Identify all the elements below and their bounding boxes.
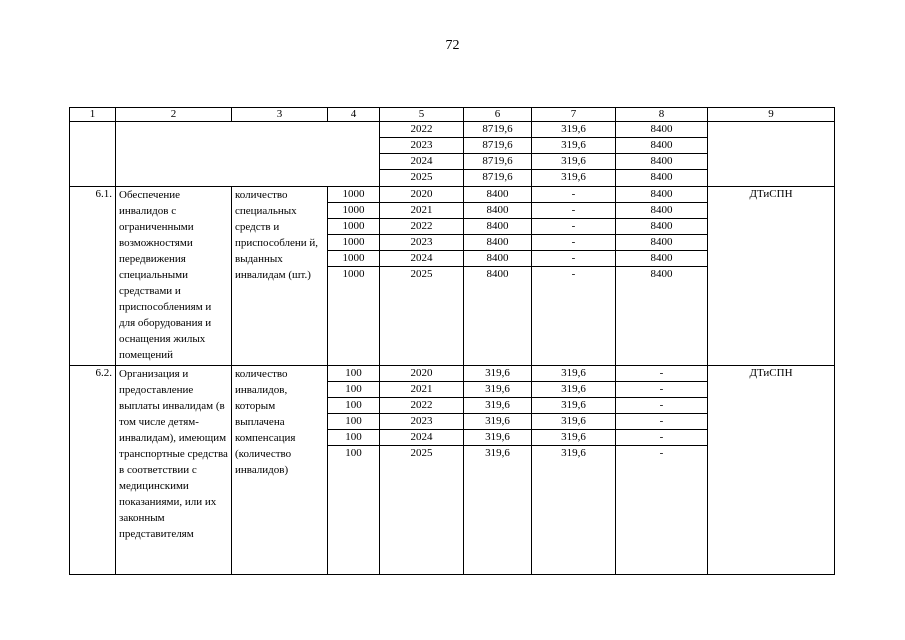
header-row xyxy=(70,108,835,122)
header-cell: 2 xyxy=(116,108,232,122)
value: 8400 xyxy=(464,187,531,203)
measure-text: Организация и предоставление выплаты инвалидам (в том числе детям-инвалидам), имеющим транспортные средства в соответствии с медицинскими показаниями, или их законным представителям xyxy=(116,366,232,575)
value: 8400 xyxy=(616,122,707,138)
header-cell: 4 xyxy=(328,108,380,122)
table-row xyxy=(70,187,835,366)
value: 319,6 xyxy=(464,366,531,382)
col8-cell xyxy=(616,122,708,187)
empty-cell xyxy=(116,122,380,187)
header-cell: 6 xyxy=(464,108,532,122)
value: 100 xyxy=(328,398,379,414)
value: 319,6 xyxy=(532,382,615,398)
value: 1000 xyxy=(342,268,365,280)
year: 2022 xyxy=(380,398,463,414)
value: - xyxy=(616,398,707,414)
continuation-row xyxy=(70,122,835,187)
value: 319,6 xyxy=(464,414,531,430)
executor: ДТиСПН xyxy=(708,366,835,575)
year: 2025 xyxy=(410,268,433,280)
value: 100 xyxy=(345,447,362,459)
year: 2023 xyxy=(380,235,463,251)
value: 319,6 xyxy=(532,430,615,446)
indicator-text: количество специальных средств и приспособлени й, выданных инвалидам (шт.) xyxy=(232,187,328,366)
col4-cell xyxy=(328,366,380,575)
row-number: 6.1. xyxy=(70,187,116,366)
value: 8719,6 xyxy=(464,154,531,170)
table-row xyxy=(70,366,835,575)
value: - xyxy=(532,251,615,267)
value: 1000 xyxy=(328,219,379,235)
year: 2022 xyxy=(380,122,463,138)
year: 2024 xyxy=(380,154,463,170)
value: - xyxy=(532,203,615,219)
col8-cell xyxy=(616,187,708,366)
value: 319,6 xyxy=(532,366,615,382)
year-cell xyxy=(380,122,464,187)
program-table xyxy=(69,107,835,575)
year-cell xyxy=(380,187,464,366)
value: - xyxy=(616,382,707,398)
value: 8719,6 xyxy=(482,171,513,183)
value: 8400 xyxy=(650,268,673,280)
value: - xyxy=(571,268,576,280)
col7-cell xyxy=(532,187,616,366)
value: 319,6 xyxy=(464,398,531,414)
value: 8400 xyxy=(650,171,673,183)
value: 319,6 xyxy=(561,171,586,183)
value: - xyxy=(616,366,707,382)
value: 319,6 xyxy=(532,154,615,170)
year: 2020 xyxy=(380,366,463,382)
value: 8400 xyxy=(616,187,707,203)
empty-cell xyxy=(708,122,835,187)
col8-cell xyxy=(616,366,708,575)
value: - xyxy=(532,219,615,235)
col7-cell xyxy=(532,366,616,575)
year: 2025 xyxy=(410,171,433,183)
year: 2022 xyxy=(380,219,463,235)
value: 100 xyxy=(328,366,379,382)
value: 319,6 xyxy=(464,382,531,398)
year: 2025 xyxy=(410,447,433,459)
value: 8400 xyxy=(616,235,707,251)
value: 8719,6 xyxy=(464,122,531,138)
value: 8400 xyxy=(616,154,707,170)
row-number: 6.2. xyxy=(70,366,116,575)
year: 2020 xyxy=(380,187,463,203)
value: 319,6 xyxy=(532,138,615,154)
value: 8400 xyxy=(616,219,707,235)
value: 8400 xyxy=(464,235,531,251)
value: 319,6 xyxy=(485,447,510,459)
value: 319,6 xyxy=(464,430,531,446)
header-cell: 9 xyxy=(708,108,835,122)
empty-cell xyxy=(70,122,116,187)
value: 319,6 xyxy=(532,398,615,414)
value: 8400 xyxy=(616,138,707,154)
col7-cell xyxy=(532,122,616,187)
header-cell: 8 xyxy=(616,108,708,122)
year-cell xyxy=(380,366,464,575)
value: 1000 xyxy=(328,251,379,267)
value: - xyxy=(616,430,707,446)
value: 8719,6 xyxy=(464,138,531,154)
value: 100 xyxy=(328,382,379,398)
value: - xyxy=(659,447,664,459)
value: 1000 xyxy=(328,235,379,251)
total-cell xyxy=(464,122,532,187)
value: 319,6 xyxy=(532,414,615,430)
header-cell: 1 xyxy=(70,108,116,122)
measure-text: Обеспечение инвалидов с ограниченными возможностями передвижения специальными средствами и приспособлениям и для оборудования и оснащения жилых помещений xyxy=(116,187,232,366)
header-cell: 7 xyxy=(532,108,616,122)
value: 100 xyxy=(328,430,379,446)
value: 1000 xyxy=(328,203,379,219)
year: 2024 xyxy=(380,430,463,446)
total-cell xyxy=(464,187,532,366)
value: 8400 xyxy=(616,251,707,267)
page-number: 72 xyxy=(445,38,460,53)
value: - xyxy=(532,187,615,203)
year: 2023 xyxy=(380,414,463,430)
value: - xyxy=(616,414,707,430)
col4-cell xyxy=(328,187,380,366)
executor: ДТиСПН xyxy=(708,187,835,366)
value: 319,6 xyxy=(561,447,586,459)
year: 2021 xyxy=(380,382,463,398)
value: - xyxy=(532,235,615,251)
header-cell: 5 xyxy=(380,108,464,122)
indicator-text: количество инвалидов, которым выплачена компенсация (количество инвалидов) xyxy=(232,366,328,575)
year: 2023 xyxy=(380,138,463,154)
header-cell: 3 xyxy=(232,108,328,122)
value: 8400 xyxy=(464,219,531,235)
value: 319,6 xyxy=(532,122,615,138)
value: 8400 xyxy=(486,268,509,280)
value: 100 xyxy=(328,414,379,430)
value: 1000 xyxy=(328,187,379,203)
value: 8400 xyxy=(464,203,531,219)
total-cell xyxy=(464,366,532,575)
year: 2024 xyxy=(380,251,463,267)
value: 8400 xyxy=(464,251,531,267)
year: 2021 xyxy=(380,203,463,219)
value: 8400 xyxy=(616,203,707,219)
